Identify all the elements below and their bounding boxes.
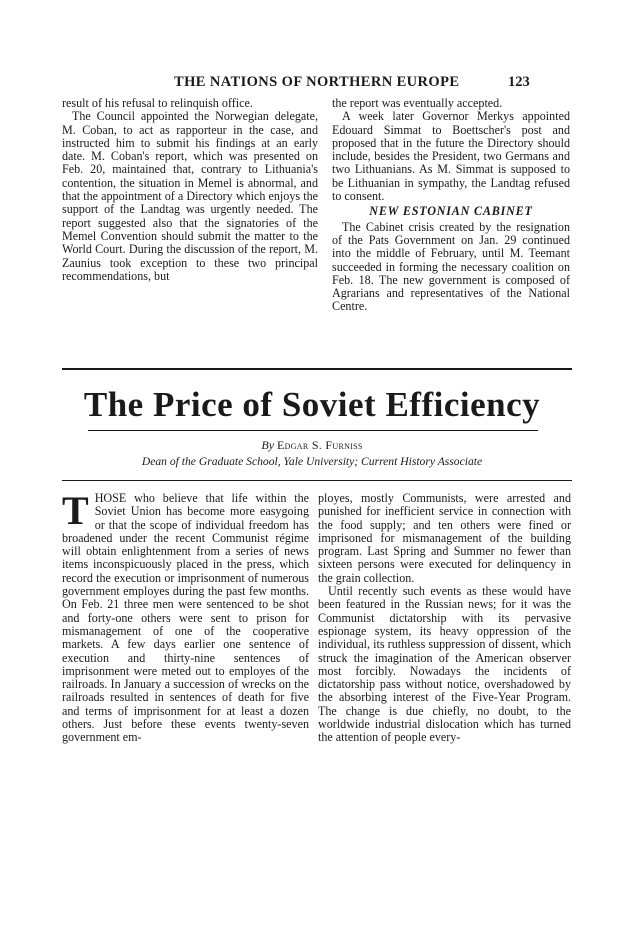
title-underline (88, 430, 538, 431)
paragraph: ployes, mostly Communists, were arrested and punished for inefficient service in connection with the food supply; and ten others were fined or imprisoned for mismanagement of the building program. Last Spring and Summer no fewer than sixteen persons were executed for delinquency in the grain collection. (318, 491, 571, 585)
author-affiliation: Dean of the Graduate School, Yale University; Current History Associate (141, 455, 483, 468)
lead-word: HOSE (94, 491, 127, 505)
running-header (0, 74, 624, 94)
author-name: Edgar S. Furniss (277, 438, 363, 452)
page-number: 123 (508, 74, 530, 90)
paragraph: Until recently such events as these would have been featured in the Russian news; for it was the Communist dictatorship with its pervasive espionage system, its heavy oppression of the individual, its ruthless suppression of dissent, which struck the imagination of the American observer most forcibly. Nowadays the incidents of dictatorship pass without notice, overshadowed by the absorbing interest of the Five-Year Program. The change is due chiefly, no doubt, to the worldwide industrial dislocation which has turned the attention of people every- (318, 584, 571, 745)
drop-cap: T (62, 488, 89, 533)
article-title: The Price of Soviet Efficiency (83, 385, 541, 424)
paragraph: the report was eventually accepted. (332, 96, 503, 110)
paragraph-text: who believe that life within the Soviet Union has become more easygoing or that the scope of individual freedom has broadened under the recent Communist régime will obtain enlightenment from a series of news items inconspicuously placed in the press, which record the execution or imprisonment of numerous government employes during the past few months. On Feb. 21 three men were sentenced to be shot and forty-one others were sent to prison for mismanagement of one of the cooperative markets. A few days earlier one sentence of execution and thirty-nine sentences of imprisonment were meted out to employes of the railroads. In January a succession of wrecks on the railroads resulted in sentences of death for five and terms of imprisonment for at least a dozen others. Just before these events twenty-seven government em- (62, 491, 309, 745)
section-divider (62, 368, 572, 370)
paragraph: The Council appointed the Norwegian delegate, M. Coban, to act as rapporteur in the case, and instructed him to submit his findings at an early date. M. Coban's report, which was presented on Feb. 20, maintained that, contrary to Lithuania's contention, the situation in Memel is abnormal, and that the appointment of a Directory which enjoys the support of the Landtag was urgently needed. The report suggested also that the signatories of the Memel Convention should submit the matter to the World Court. During the discussion of the report, M. Zaunius took exception to these two principal recommendations, but (62, 109, 318, 283)
running-title: THE NATIONS OF NORTHERN EUROPE (174, 74, 460, 90)
bottom-right-column (318, 492, 571, 745)
top-left-column (62, 97, 318, 283)
bottom-left-column (62, 488, 309, 745)
paragraph: result of his refusal to relinquish office. (62, 96, 253, 110)
byline-rule (62, 480, 572, 481)
paragraph: A week later Governor Merkys appointed Edouard Simmat to Boettscher's post and proposed that in the future the Directory should include, besides the President, two Germans and two Lithuanians. As M. Simmat is supposed to be Lithuanian in sympathy, the Landtag refused to consent. (332, 109, 570, 204)
byline-by: By (261, 438, 275, 452)
section-subheading: NEW ESTONIAN CABINET (369, 204, 533, 219)
byline (0, 438, 624, 453)
top-right-column (332, 97, 570, 314)
paragraph: The Cabinet crisis created by the resignation of the Pats Government on Jan. 29 continued into the middle of February, until M. Teemant succeeded in forming the necessary coalition on Feb. 18. The new government is composed of Agrarians and representatives of the National Centre. (332, 219, 570, 314)
paragraph (62, 488, 309, 745)
